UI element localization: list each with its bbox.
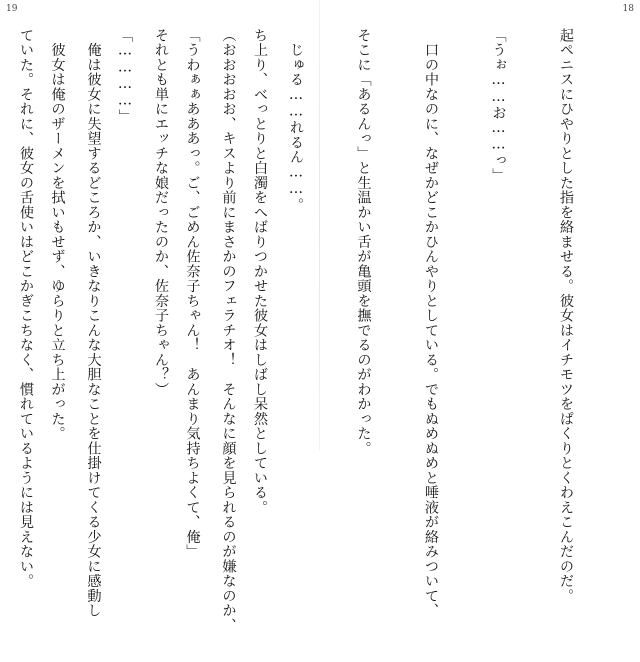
text-line: ち上り、べっとりと白濁をへばりつかせた彼女はしばし呆然としている。: [252, 28, 268, 515]
text-line: （おおおおお、キスより前にまさかのフェラチオ！ そんなに顔を見られるのが嫌なのか、: [220, 28, 237, 633]
left-page-text: [18, 28, 316, 633]
text-line: [0, 28, 1, 438]
page-number-right: 18: [622, 4, 634, 14]
text-line: 俺は彼女に失望するどころか、いきなりこんな大胆なことを仕掛けてくる少女に感動し: [85, 28, 102, 618]
text-line: 彼女は俺のザーメンを拭いもせず、ゆらりと立ち上がった。: [49, 28, 66, 441]
text-line: 「うわぁぁあああっ。ご、ごめん佐奈子ちゃん！ あんまり気持ちよくて、俺」: [184, 28, 201, 559]
text-line: 「うぉ……お……っ」: [490, 28, 507, 183]
text-line: それとも単にエッチな娘だったのか、佐奈子ちゃん？）: [153, 28, 169, 397]
text-line: ていた。それに、彼女の舌使いはどこかぎこちなく、慣れているようには見えない。: [18, 28, 34, 589]
text-line: 口の中なのに、なぜかどこかひんやりとしている。でもぬめぬめと唾液が絡みついて、: [423, 28, 439, 618]
text-line: 起ペニスにひやりとした指を絡ませる。彼女はイチモツをぱくりとくわえこんだのだ。: [558, 28, 574, 604]
text-line: じゅる……れるん……。: [288, 28, 304, 213]
page-number-left: 19: [6, 4, 18, 14]
text-line: そこに「あるんっ」と生温かい舌が亀頭を撫でるのがわかった。: [355, 28, 372, 456]
text-line: 「…………」: [117, 28, 133, 124]
left-page: [0, 0, 320, 633]
